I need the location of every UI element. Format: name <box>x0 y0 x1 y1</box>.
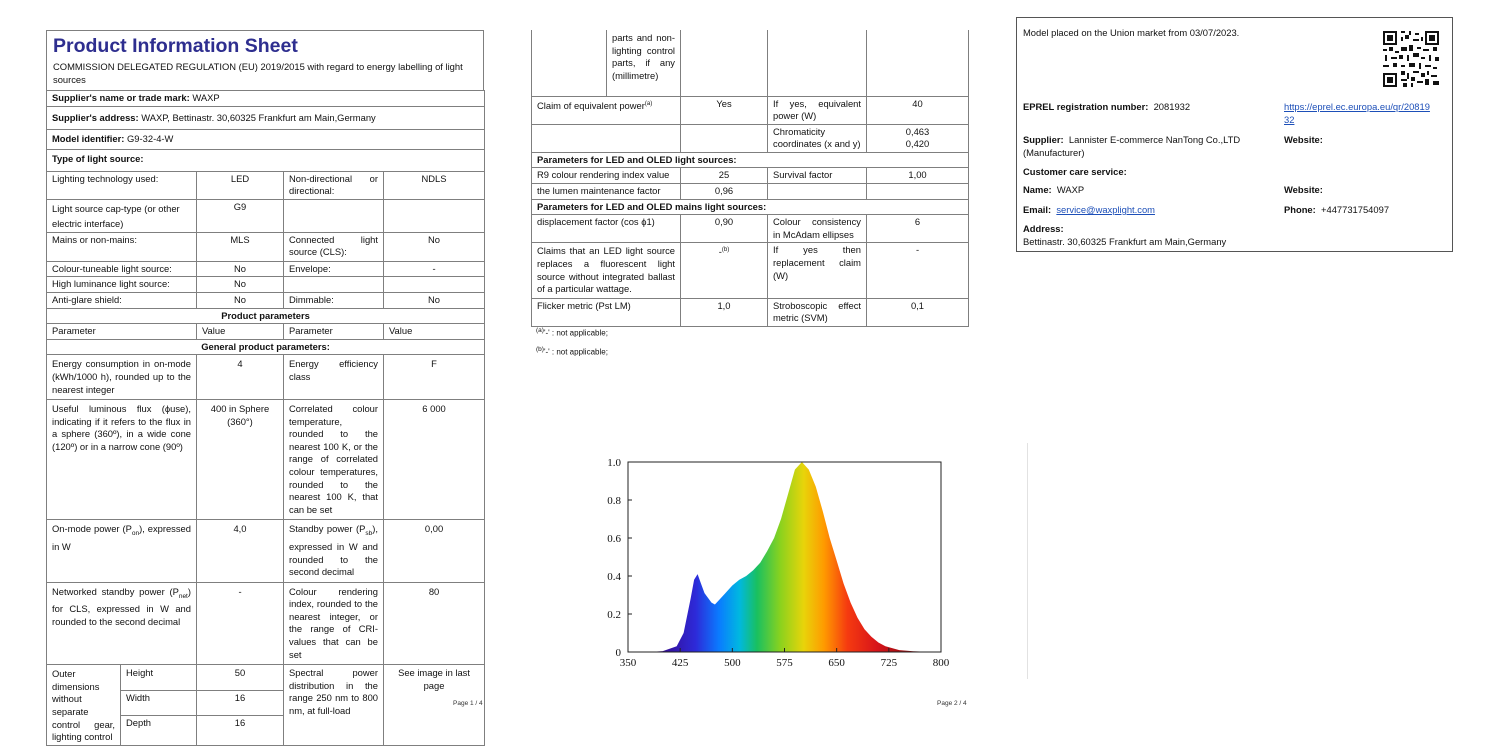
on-power-row <box>47 520 485 582</box>
supplier-name-value: WAXP <box>192 92 220 104</box>
type-heading-row <box>47 149 485 171</box>
product-table-2 <box>531 30 969 327</box>
phone-label: Phone: <box>1284 204 1316 215</box>
flux-value: 400 in Sphere (360°) <box>197 400 284 520</box>
y-tick-label: 0.2 <box>607 609 621 621</box>
x-tick-label: 725 <box>880 657 898 669</box>
survival-label: Survival factor <box>768 168 867 184</box>
led-heading-row <box>532 152 969 168</box>
dimmable-value: No <box>384 292 485 308</box>
spectral-chart <box>598 452 968 682</box>
supplier-name-row <box>47 91 485 107</box>
footnotes <box>536 323 608 360</box>
mains-row <box>47 232 485 261</box>
displacement-row <box>532 215 969 243</box>
col-value-1: Value <box>197 324 284 340</box>
anti-glare-row <box>47 292 485 308</box>
model-label: Model identifier: <box>52 133 125 145</box>
displacement-value: 0,90 <box>681 215 768 243</box>
consistency-label: Colour consistency in McAdam ellipses <box>768 215 867 243</box>
cri-value: 80 <box>384 582 485 665</box>
height-row <box>47 665 485 691</box>
y-tick-label: 0 <box>615 647 621 659</box>
phone-row <box>1284 204 1389 217</box>
r9-row <box>532 168 969 184</box>
spd-value: See image in last page <box>384 665 485 746</box>
product-params-heading: Product parameters <box>47 308 485 324</box>
column-header-row <box>47 324 485 340</box>
r9-value: 25 <box>681 168 768 184</box>
claims-label: Claims that an LED light source replaces a fluorescent light source without integrated ballast of a particular wattage. <box>532 243 681 298</box>
equiv-w-value: 40 <box>867 96 969 124</box>
flicker-label: Flicker metric (Pst LM) <box>532 298 681 326</box>
colour-tuneable-label: Colour-tuneable light source: <box>47 261 197 277</box>
cap-type-row <box>47 199 485 232</box>
footnote-a: $^{(a)}$'-' : not applicable; <box>536 327 608 338</box>
general-params-heading-row <box>47 339 485 355</box>
cct-label: Correlated colour temperature, rounded to the nearest 100 K, or the range of correlated colour temperatures, rounded to the nearest 100 K, that can be set <box>284 400 384 520</box>
page-2 <box>531 30 968 327</box>
width-label: Width <box>121 691 197 716</box>
survival-value: 1,00 <box>867 168 969 184</box>
email-row <box>1023 204 1155 217</box>
flux-row <box>47 400 485 520</box>
net-standby-value: - <box>197 582 284 665</box>
supplier-address-label: Supplier's address: <box>52 111 139 123</box>
on-power-value: 4,0 <box>197 520 284 582</box>
energy-class-value: F <box>384 355 485 400</box>
email-label: Email: <box>1023 204 1052 215</box>
cct-value: 6 000 <box>384 400 485 520</box>
depth-label: Depth <box>121 715 197 745</box>
eprel-row <box>1023 101 1190 114</box>
x-tick-label: 575 <box>776 657 793 669</box>
x-tick-label: 350 <box>619 657 637 669</box>
name-label: Name: <box>1023 184 1052 195</box>
high-lum-label: High luminance light source: <box>47 277 197 293</box>
colour-tuneable-value: No <box>197 261 284 277</box>
r9-label: R9 colour rendering index value <box>532 168 681 184</box>
displacement-label: displacement factor (cos ϕ1) <box>532 215 681 243</box>
page-number-1: Page 1 / 4 <box>453 700 483 707</box>
width-value: 16 <box>197 691 284 716</box>
energy-label: Energy consumption in on-mode (kWh/1000 h), rounded up to the nearest integer <box>47 355 197 400</box>
y-tick-label: 0.8 <box>607 495 621 507</box>
svm-label: Stroboscopic effect metric (SVM) <box>768 298 867 326</box>
eprel-info-box <box>1016 17 1453 252</box>
supplier-name-label: Supplier's name or trade mark: <box>52 92 190 104</box>
high-lum-value: No <box>197 277 284 293</box>
net-standby-label: Networked standby power $(P_{net})$ for CLS, expressed in W and rounded to the second decimal <box>47 582 197 665</box>
address-value: Bettinastr. 30,60325 Frankfurt am Main,Germany <box>1023 236 1227 247</box>
plot-area <box>628 462 941 652</box>
address-label: Address: <box>1023 223 1064 234</box>
supplier-row <box>1023 134 1277 159</box>
flicker-value: 1,0 <box>681 298 768 326</box>
cap-type-value: G9 <box>197 199 284 232</box>
height-value: 50 <box>197 665 284 691</box>
mains-label: Mains or non-mains: <box>47 232 197 261</box>
equiv-w-label: If yes, equivalent power (W) <box>768 96 867 124</box>
nondirectional-label: Non-directional or directional: <box>284 171 384 199</box>
height-label: Height <box>121 665 197 691</box>
website2-label: Website: <box>1284 184 1323 195</box>
supplier-label: Supplier: <box>1023 134 1064 145</box>
eprel-value: 2081932 <box>1153 101 1191 112</box>
y-tick-label: 0.6 <box>607 533 621 545</box>
anti-glare-value: No <box>197 292 284 308</box>
eprel-label: EPREL registration number: <box>1023 101 1149 112</box>
col-value-2: Value <box>384 324 485 340</box>
energy-row <box>47 355 485 400</box>
website-label: Website: <box>1284 134 1323 145</box>
lighting-tech-row <box>47 171 485 199</box>
spectrum-area <box>649 462 941 652</box>
standby-label: Standby power $(P_{sb})$, expressed in W and rounded to the second decimal <box>284 520 384 582</box>
mains-value: MLS <box>197 232 284 261</box>
product-params-heading-row <box>47 308 485 324</box>
page-number-2: Page 2 / 4 <box>937 700 967 707</box>
envelope-label: Envelope: <box>284 261 384 277</box>
claims-value: -$^{(b)}$ <box>681 243 768 298</box>
lighting-tech-label: Lighting technology used: <box>47 171 197 199</box>
supplier-value: Lannister E-commerce NanTong Co.,LTD (Manufacturer) <box>1023 134 1241 158</box>
lumen-maint-label: the lumen maintenance factor <box>532 184 681 200</box>
x-tick-label: 800 <box>932 657 950 669</box>
chroma-value: 0,463 0,420 <box>867 124 969 152</box>
phone-value: +447731754097 <box>1321 204 1390 215</box>
chroma-row <box>532 124 969 152</box>
supplier-address-value: WAXP, Bettinastr. 30,60325 Frankfurt am Main,Germany <box>141 111 376 123</box>
sheet-header <box>46 30 484 90</box>
product-table-1 <box>46 90 485 746</box>
colour-tuneable-row <box>47 261 485 277</box>
col-parameter-2: Parameter <box>284 324 384 340</box>
regulation-text: COMMISSION DELEGATED REGULATION (EU) 2019/2015 with regard to energy labelling of light sources <box>53 61 463 85</box>
page-title: Product Information Sheet <box>53 35 298 57</box>
chroma-label: Chromaticity coordinates (x and y) <box>768 124 867 152</box>
consistency-value: 6 <box>867 215 969 243</box>
continued-label: parts and non-lighting control parts, if any (millimetre) <box>607 30 681 96</box>
mains-heading: Parameters for LED and OLED mains light sources: <box>532 199 969 215</box>
equiv-power-value: Yes <box>681 96 768 124</box>
name-row <box>1023 184 1084 197</box>
net-standby-row <box>47 582 485 665</box>
x-tick-label: 425 <box>671 657 689 669</box>
replacement-value: - <box>867 243 969 298</box>
name-value: WAXP <box>1056 184 1085 195</box>
energy-class-label: Energy efficiency class <box>284 355 384 400</box>
outer-dims-label: Outer dimensions without separate control gear, lighting control <box>47 665 121 746</box>
envelope-value: - <box>384 261 485 277</box>
y-tick-label: 0.4 <box>607 571 621 583</box>
care-heading: Customer care service: <box>1023 166 1127 177</box>
anti-glare-label: Anti-glare shield: <box>47 292 197 308</box>
depth-value: 16 <box>197 715 284 745</box>
cls-value: No <box>384 232 485 261</box>
divider <box>1027 443 1028 679</box>
standby-value: 0,00 <box>384 520 485 582</box>
spd-label: Spectral power distribution in the range 250 nm to 800 nm, at full-load <box>284 665 384 746</box>
x-tick-label: 500 <box>724 657 741 669</box>
lumen-maint-row <box>532 184 969 200</box>
cap-type-label: Light source cap-type (or other electric interface) <box>47 199 197 232</box>
col-parameter-1: Parameter <box>47 324 197 340</box>
equiv-power-label: Claim of equivalent power$^{(a)}$ <box>532 96 681 124</box>
replacement-label: If yes then replacement claim (W) <box>768 243 867 298</box>
model-row <box>47 130 485 150</box>
general-params-heading: General product parameters: <box>47 339 485 355</box>
equiv-power-row <box>532 96 969 124</box>
cri-label: Colour rendering index, rounded to the nearest integer, or the range of CRI-values that can be set <box>284 582 384 665</box>
footnote-b: $^{(b)}$'-' : not applicable; <box>536 345 608 357</box>
lumen-maint-value: 0,96 <box>681 184 768 200</box>
claims-row <box>532 243 969 298</box>
on-power-label: On-mode power $(P_{on})$, expressed in W <box>47 520 197 582</box>
lighting-tech-value: LED <box>197 171 284 199</box>
led-heading: Parameters for LED and OLED light sources: <box>532 152 969 168</box>
cls-label: Connected light source (CLS): <box>284 232 384 261</box>
mains-heading-row <box>532 199 969 215</box>
supplier-address-row <box>47 106 485 130</box>
type-heading: Type of light source: <box>47 149 485 171</box>
continued-row <box>532 30 969 96</box>
dimmable-label: Dimmable: <box>284 292 384 308</box>
energy-value: 4 <box>197 355 284 400</box>
email-link[interactable]: service@waxplight.com <box>1056 204 1155 215</box>
svm-value: 0,1 <box>867 298 969 326</box>
page-1 <box>46 30 484 746</box>
qr-code-icon <box>1383 31 1439 87</box>
eprel-link[interactable]: https://eprel.ec.europa.eu/qr/2081932 <box>1284 101 1430 125</box>
flux-label: Useful luminous flux (ϕuse), indicating if it refers to the flux in a sphere (360º), in a wide cone (120º) or in a narrow cone (90º) <box>47 400 197 520</box>
high-lum-row <box>47 277 485 293</box>
market-text: Model placed on the Union market from 03/07/2023. <box>1023 27 1240 38</box>
model-value: G9-32-4-W <box>127 133 174 145</box>
y-tick-label: 1.0 <box>607 457 621 469</box>
x-tick-label: 650 <box>828 657 845 669</box>
nondirectional-value: NDLS <box>384 171 485 199</box>
